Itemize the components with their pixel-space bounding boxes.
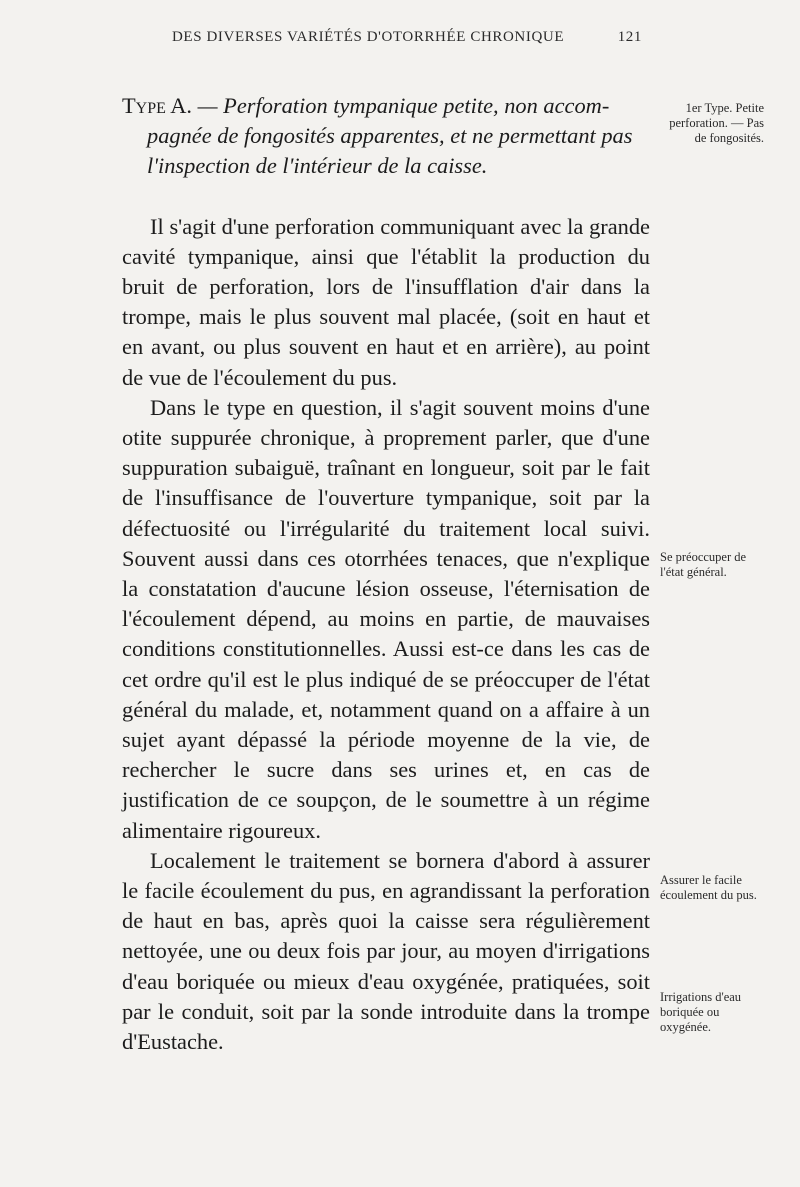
margin-note-type: 1er Type. Petite perforation. — Pas de fongosités. <box>669 101 764 145</box>
main-text <box>122 91 650 1057</box>
page-number: 121 <box>617 29 642 45</box>
margin-note-etat-general: Se préoccuper de l'état général. <box>660 550 747 579</box>
running-head-title: DES DIVERSES VARIÉTÉS D'OTORRHÉE CHRONIQUE <box>172 29 565 45</box>
type-heading-line1: Perforation tympanique petite, non accom- <box>223 93 610 118</box>
paragraph-1: Il s'agit d'une perforation communiquant avec la grande cavité tympanique, ainsi que l'établit la production du bruit de perforation, lors de l'insufflation d'air dans la trompe, mais le plus souvent mal placée, (soit en haut et en avant, ou plus souvent en haut et en arrière), au point de vue de l'écoulement du pus. <box>122 213 650 390</box>
type-heading <box>122 91 650 182</box>
paragraph-3: Localement le traitement se bornera d'abord à assurer le facile écoulement du pus, en agrandissant la perforation de haut en bas, après quoi la caisse sera régulièrement nettoyée, une ou deux fois par jour, au moyen d'irrigations d'eau boriquée ou mieux d'eau oxygénée, pratiquées, soit par le conduit, soit par la sonde introduite dans la trompe d'Eustache. <box>122 847 650 1055</box>
margin-note-ecoulement: Assurer le facile écoulement du pus. <box>660 873 757 902</box>
type-heading-line3: l'inspection de l'intérieur de la caisse. <box>147 153 488 179</box>
type-heading-dash: — <box>192 93 224 118</box>
type-heading-line2: pagnée de fongosités apparentes, et ne permettant pas <box>147 123 633 149</box>
paragraph-2: Dans le type en question, il s'agit souvent moins d'une otite suppurée chronique, à proprement parler, que d'une suppuration subaiguë, traînant en longueur, soit par le fait de l'insuffisance de l'ouverture tympanique, soit par la défectuosité ou l'irrégularité du traitement local suivi. Souvent aussi dans ces otorrhées tenaces, que n'explique la constatation d'aucune lésion osseuse, l'éternisation de l'écoulement dépend, au moins en partie, de mauvaises conditions constitutionnelles. Aussi est-ce dans les cas de cet ordre qu'il est le plus indiqué de se préoccuper de l'état général du malade, et, notamment quand on a affaire à un sujet ayant dépassé la période moyenne de la vie, de rechercher le sucre dans ses urines et, en cas de justification de ce soupçon, de le soumettre à un régime alimentaire rigoureux. <box>122 394 650 843</box>
type-heading-lead: Type A. <box>122 93 193 118</box>
margin-note-irrigations: Irrigations d'eau boriquée ou oxygénée. <box>660 990 742 1034</box>
